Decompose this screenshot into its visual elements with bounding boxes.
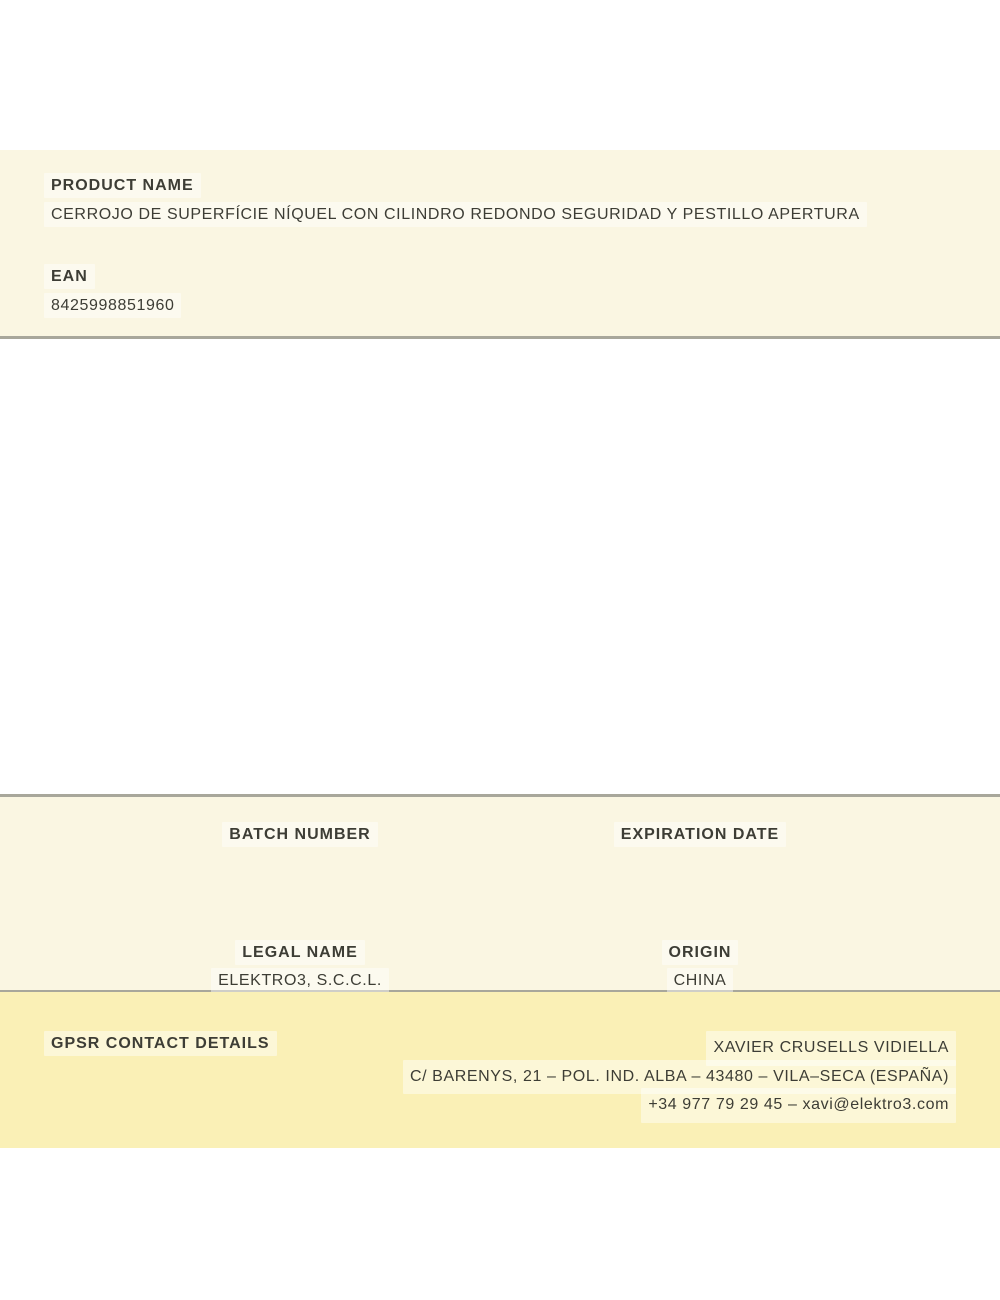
product-name-field [51, 176, 949, 224]
expiration-date-label: EXPIRATION DATE [500, 825, 900, 844]
batch-number-field [100, 825, 500, 872]
traceability-section [0, 794, 1000, 992]
traceability-row-batch [100, 825, 900, 872]
expiration-date-field [500, 825, 900, 872]
product-info-section [0, 150, 1000, 339]
product-name-label: PRODUCT NAME [51, 176, 949, 195]
batch-number-value [100, 853, 500, 872]
gpsr-contact-section [0, 992, 1000, 1148]
product-name-value: CERROJO DE SUPERFÍCIE NÍQUEL CON CILINDRO REDONDO SEGURIDAD Y PESTILLO APERTURA [51, 205, 949, 224]
origin-field [500, 943, 900, 990]
legal-name-value: ELEKTRO3, S.C.C.L. [100, 971, 500, 990]
ean-label: EAN [51, 267, 949, 286]
gpsr-contact-address: C/ BARENYS, 21 – POL. IND. ALBA – 43480 – VILA–SECA (ESPAÑA) [410, 1063, 949, 1092]
legal-name-label: LEGAL NAME [100, 943, 500, 962]
batch-number-label: BATCH NUMBER [100, 825, 500, 844]
gpsr-contact-info [410, 1034, 949, 1120]
legal-name-field [100, 943, 500, 990]
origin-label: ORIGIN [500, 943, 900, 962]
gpsr-contact-details-label: GPSR CONTACT DETAILS [51, 1034, 270, 1053]
gpsr-contact-phone-email: +34 977 79 29 45 – xavi@elektro3.com [410, 1091, 949, 1120]
ean-value: 8425998851960 [51, 296, 949, 315]
expiration-date-value [500, 853, 900, 872]
origin-value: CHINA [500, 971, 900, 990]
ean-field [51, 267, 949, 315]
traceability-row-legal [100, 943, 900, 990]
gpsr-contact-name: XAVIER CRUSELLS VIDIELLA [410, 1034, 949, 1063]
